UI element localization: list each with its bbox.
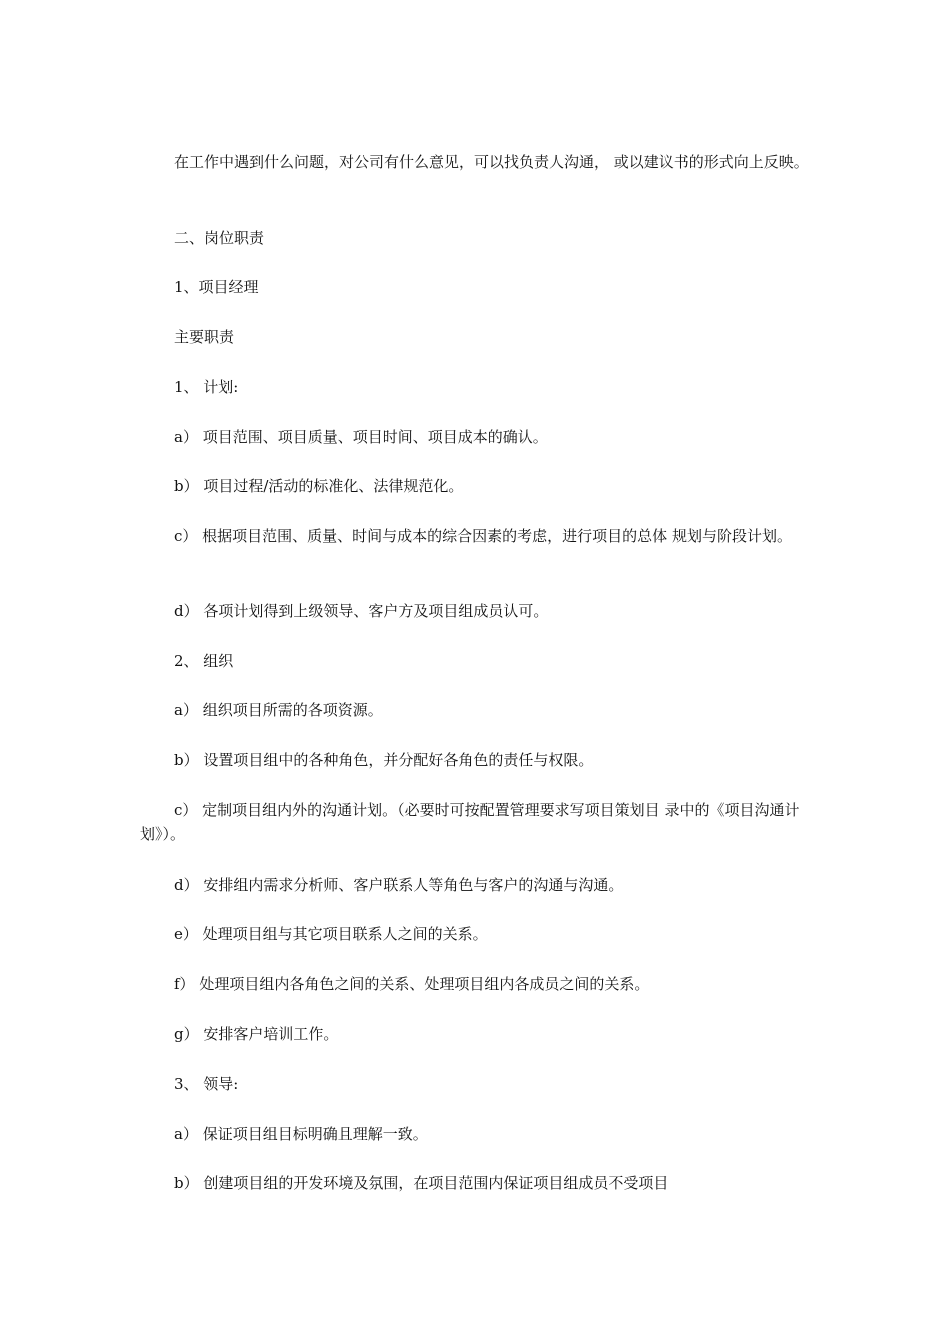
intro-paragraph: 在工作中遇到什么问题，对公司有什么意见，可以找负责人沟通， 或以建议书的形式向上反映。 bbox=[174, 153, 809, 171]
list-item-organize-f: f） 处理项目组内各角色之间的关系、处理项目组内各成员之间的关系。 bbox=[174, 975, 650, 993]
list-item-plan-c: c） 根据项目范围、质量、时间与成本的综合因素的考虑，进行项目的总体 规划与阶段计划。 bbox=[174, 527, 792, 545]
list-item-plan-b: b） 项目过程/活动的标准化、法律规范化。 bbox=[174, 477, 464, 495]
list-item-organize-e: e） 处理项目组与其它项目联系人之间的关系。 bbox=[174, 925, 488, 943]
list-heading-plan: 1、 计划: bbox=[174, 378, 239, 396]
list-item-lead-a: a） 保证项目组目标明确且理解一致。 bbox=[174, 1125, 428, 1143]
list-item-lead-b: b） 创建项目组的开发环境及氛围，在项目范围内保证项目组成员不受项目 bbox=[174, 1174, 669, 1192]
list-item-organize-d: d） 安排组内需求分析师、客户联系人等角色与客户的沟通与沟通。 bbox=[174, 876, 624, 894]
list-item-organize-c: c） 定制项目组内外的沟通计划。（必要时可按配置管理要求写项目策划目 录中的《项目沟通计划》）。 bbox=[140, 801, 800, 843]
list-item-organize-a: a） 组织项目所需的各项资源。 bbox=[174, 701, 383, 719]
list-item-organize-g: g） 安排客户培训工作。 bbox=[174, 1025, 339, 1043]
list-item-plan-d: d） 各项计划得到上级领导、客户方及项目组成员认可。 bbox=[174, 602, 549, 620]
heading-main-duties: 主要职责 bbox=[174, 328, 235, 346]
subsection-heading-project-manager: 1、项目经理 bbox=[174, 278, 259, 296]
section-heading-job-duties: 二、岗位职责 bbox=[174, 229, 265, 247]
list-heading-lead: 3、 领导: bbox=[174, 1075, 239, 1093]
list-heading-organize: 2、 组织 bbox=[174, 652, 234, 670]
list-item-organize-b: b） 设置项目组中的各种角色，并分配好各角色的责任与权限。 bbox=[174, 751, 594, 769]
list-item-plan-a: a） 项目范围、项目质量、项目时间、项目成本的确认。 bbox=[174, 428, 548, 446]
